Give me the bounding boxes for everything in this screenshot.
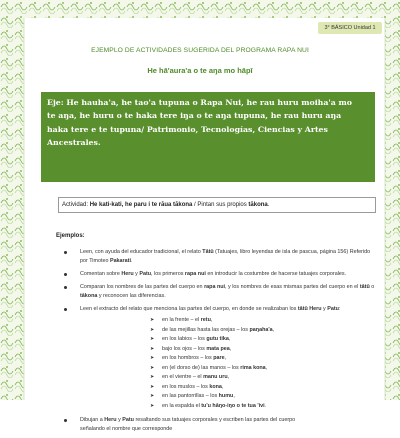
text-run: ,: [229, 345, 232, 352]
body-part-text: [162, 403, 266, 409]
ejemplos-heading: Ejemplos:: [56, 233, 85, 239]
bullet-icon: [64, 286, 67, 289]
body-part-text: [162, 317, 212, 323]
arrow-bullet-icon: ➤: [150, 374, 155, 381]
bold-term: Heru: [121, 271, 134, 278]
arrow-bullet-icon: ➤: [150, 336, 155, 343]
bold-term: mata pea: [206, 345, 230, 352]
bullet-icon: [64, 251, 67, 254]
text-run: en (el dorso de) las manos – los: [162, 364, 241, 371]
text-run: y reconocen las diferencias.: [97, 293, 166, 300]
bullet-icon: [64, 308, 67, 311]
item-text: [80, 271, 346, 277]
text-run: ,: [272, 326, 275, 333]
body-part-item: [128, 373, 376, 383]
text-run: Leen el extracto del relato que menciona las partes del cuerpo, en donde se realizaban los: [80, 306, 298, 313]
text-run: , y los nombres de esas mismas partes del cuerpo en el: [225, 284, 360, 291]
body-part-text: [162, 346, 231, 352]
bold-term: tātū Heru: [297, 306, 322, 313]
arrow-bullet-icon: ➤: [150, 383, 155, 390]
bold-term: Pakarati: [109, 257, 131, 264]
text-run: .: [264, 402, 267, 409]
list-item: [56, 248, 376, 266]
body-part-text: [162, 336, 230, 342]
text-run: en los hombros – los: [162, 355, 214, 362]
activity-rapanui: He kati-kati, he paru i te rāua tākona: [89, 202, 193, 208]
item-text-cont: señalando el nombre que corresponde: [80, 425, 173, 432]
text-run: y: [321, 306, 328, 313]
arrow-bullet-icon: ➤: [150, 393, 155, 400]
bullet-icon: [64, 419, 67, 422]
bold-term: pare: [213, 355, 225, 362]
body-part-item: [128, 326, 376, 336]
body-part-text: [162, 374, 229, 380]
body-parts-sublist: [80, 316, 376, 411]
bold-term: rima kona: [240, 364, 266, 371]
page-subtitle: He hā'aura'a o te aŋa mo hāpī: [147, 66, 253, 75]
body-part-text: [162, 393, 235, 399]
text-run: en los muslos – los: [162, 383, 210, 390]
body-part-text: [162, 384, 223, 390]
text-run: o: [369, 284, 375, 291]
text-run: Dibujan a: [80, 416, 105, 423]
body-part-item: [128, 316, 376, 326]
item-text: [80, 306, 340, 312]
bold-term: tu'u hāŋo-iŋo o te tua 'ivi: [201, 402, 265, 409]
body-part-text: [162, 327, 274, 333]
body-part-text: [162, 365, 267, 371]
bold-term: Tātū: [202, 249, 214, 255]
page-title: EJEMPLO DE ACTIVIDADES SUGERIDA DEL PROGRAMA RAPA NUI: [91, 47, 309, 54]
arrow-bullet-icon: ➤: [150, 402, 155, 409]
text-run: .: [130, 257, 133, 264]
examples-list: [56, 248, 376, 438]
body-part-item: [128, 402, 376, 412]
body-part-item: [128, 383, 376, 393]
bold-term: Patu: [327, 306, 339, 313]
bold-term: rapa nui: [204, 284, 226, 291]
bold-term: kona: [209, 383, 222, 390]
text-run: en las pantorrillas – los: [162, 393, 219, 400]
activity-prefix: Actividad:: [62, 202, 90, 208]
text-run: en introducir la costumbre de hacerse tatuajes corporales.: [205, 271, 347, 278]
item-text: [80, 249, 370, 264]
activity-end: .: [267, 202, 270, 208]
bold-term: Heru: [104, 416, 117, 423]
eje-text: Eje: He hauha'a, he tao'a tupuna o Rapa Nui, he rau huru moiha'a mo te aŋa, he huru o te haka tere iŋa o te aŋa tupuna, he rau huru aŋa haka tere e te tupuna/ Patrimonio, Tecnologías, Ciencias y Artes Ancestrales.: [47, 98, 352, 148]
bold-term: Patu: [139, 271, 152, 278]
text-run: ,: [233, 393, 235, 400]
text-run: :: [338, 306, 341, 313]
activity-separator: / Pintan sus propios: [192, 202, 249, 208]
list-item: [56, 305, 376, 411]
text-run: y: [116, 416, 123, 423]
bold-term: retu: [200, 317, 211, 324]
bullet-icon: [64, 273, 67, 276]
bold-term: tākona: [80, 293, 98, 300]
text-run: en la espalda el: [162, 402, 202, 409]
activity-tail: tākona: [248, 202, 268, 208]
text-run: en los labios – los: [162, 336, 207, 343]
text-run: Comparan los nombres de las partes del cuerpo en: [80, 284, 205, 291]
body-part-item: [128, 345, 376, 355]
eje-box: [41, 92, 375, 182]
bold-term: paŋaha'a: [249, 326, 273, 333]
text-run: ,: [221, 383, 224, 390]
text-run: Leen, con ayuda del educador tradicional, el relato: [80, 249, 203, 255]
text-run: ,: [224, 355, 227, 362]
text-run: ,: [227, 374, 230, 381]
body-part-item: [128, 392, 376, 402]
text-run: bajo los ojos – los: [162, 345, 207, 352]
activity-box: [58, 197, 376, 213]
body-part-item: [128, 354, 376, 364]
arrow-bullet-icon: ➤: [150, 326, 155, 333]
item-text: [80, 417, 295, 423]
text-run: , los primeros: [151, 271, 185, 278]
list-item: [56, 270, 376, 279]
arrow-bullet-icon: ➤: [150, 345, 155, 352]
list-item: [56, 416, 376, 434]
bold-term: gutu tika: [206, 336, 229, 343]
bold-term: humu: [218, 393, 234, 400]
arrow-bullet-icon: ➤: [150, 355, 155, 362]
text-run: en la frente – el: [162, 317, 201, 324]
bold-term: rapa nui: [184, 271, 206, 278]
text-run: Comentan sobre: [80, 271, 122, 278]
body-part-item: [128, 335, 376, 345]
bold-term: manu uru: [203, 374, 228, 381]
bold-term: tātū: [359, 284, 370, 291]
text-run: resaltando sus tatuajes corporales y escriben las partes del cuerpo: [133, 416, 296, 423]
body-part-text: [162, 355, 226, 361]
arrow-bullet-icon: ➤: [150, 317, 155, 324]
text-run: ,: [228, 336, 231, 343]
bold-term: Patu: [122, 416, 134, 423]
text-run: y: [133, 271, 140, 278]
grade-badge: 3° BÁSICO Unidad 1: [318, 22, 382, 34]
list-item: [56, 283, 376, 301]
item-text: [80, 284, 374, 299]
text-run: de las mejillas hasta las orejas – los: [162, 326, 250, 333]
text-run: ,: [210, 317, 213, 324]
text-run: (Tatuajes, libro leyendas de isla de pascua, página 156) Referido por Timoteo: [80, 249, 371, 264]
body-part-item: [128, 364, 376, 374]
text-run: en el vientre – el: [162, 374, 204, 381]
text-run: ,: [265, 364, 268, 371]
arrow-bullet-icon: ➤: [150, 364, 155, 371]
